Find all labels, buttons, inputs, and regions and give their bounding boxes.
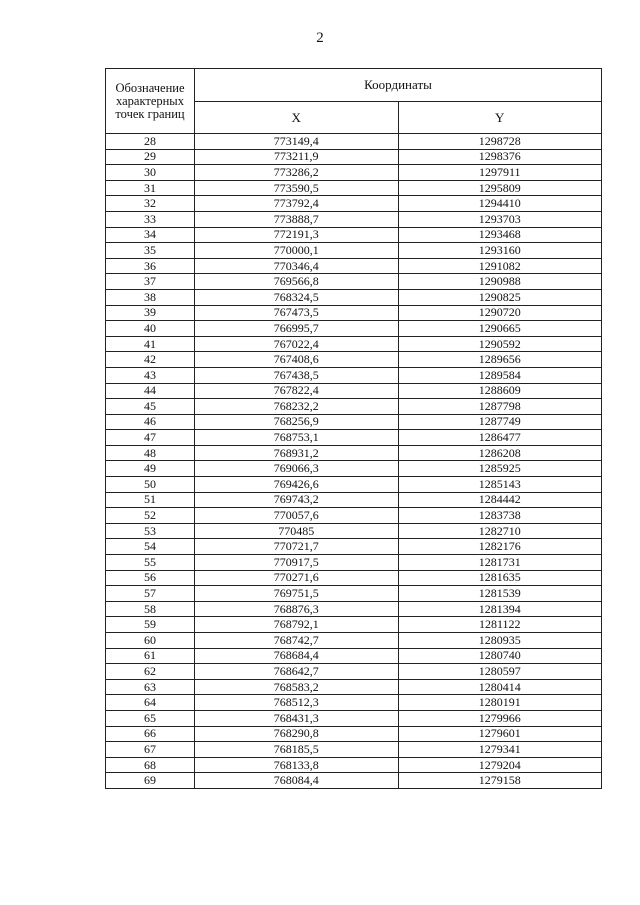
cell-id: 51: [106, 492, 195, 508]
cell-id: 50: [106, 477, 195, 493]
cell-y: 1287749: [398, 414, 602, 430]
cell-y: 1281731: [398, 555, 602, 571]
table-row: [106, 243, 602, 259]
cell-y: 1279341: [398, 742, 602, 758]
cell-y: 1290665: [398, 321, 602, 337]
cell-id: 41: [106, 336, 195, 352]
table-row: [106, 710, 602, 726]
cell-x: 769743,2: [195, 492, 399, 508]
cell-id: 30: [106, 165, 195, 181]
table-row: [106, 492, 602, 508]
cell-x: 768753,1: [195, 430, 399, 446]
cell-y: 1280935: [398, 633, 602, 649]
cell-y: 1294410: [398, 196, 602, 212]
cell-x: 768931,2: [195, 445, 399, 461]
cell-x: 768583,2: [195, 679, 399, 695]
cell-x: 768742,7: [195, 633, 399, 649]
cell-x: 769751,5: [195, 586, 399, 602]
page-number: 2: [316, 30, 324, 46]
cell-y: 1281635: [398, 570, 602, 586]
cell-y: 1280740: [398, 648, 602, 664]
cell-y: 1283738: [398, 508, 602, 524]
cell-y: 1281122: [398, 617, 602, 633]
cell-x: 767022,4: [195, 336, 399, 352]
cell-x: 768290,8: [195, 726, 399, 742]
cell-y: 1285143: [398, 477, 602, 493]
cell-id: 31: [106, 180, 195, 196]
table-row: [106, 258, 602, 274]
cell-y: 1279601: [398, 726, 602, 742]
cell-id: 34: [106, 227, 195, 243]
header-coordinates: Координаты: [195, 69, 602, 102]
cell-x: 768084,4: [195, 773, 399, 789]
cell-x: 773149,4: [195, 134, 399, 150]
cell-id: 56: [106, 570, 195, 586]
cell-x: 773286,2: [195, 165, 399, 181]
cell-x: 768133,8: [195, 757, 399, 773]
table-row: [106, 367, 602, 383]
cell-id: 40: [106, 321, 195, 337]
table-row: [106, 352, 602, 368]
table-row: [106, 445, 602, 461]
cell-x: 773590,5: [195, 180, 399, 196]
cell-id: 61: [106, 648, 195, 664]
cell-x: 767438,5: [195, 367, 399, 383]
table-row: [106, 523, 602, 539]
cell-x: 772191,3: [195, 227, 399, 243]
cell-y: 1290825: [398, 289, 602, 305]
cell-id: 67: [106, 742, 195, 758]
coordinates-table: [105, 68, 602, 789]
cell-y: 1286477: [398, 430, 602, 446]
cell-x: 768684,4: [195, 648, 399, 664]
cell-y: 1290988: [398, 274, 602, 290]
cell-id: 28: [106, 134, 195, 150]
cell-y: 1298376: [398, 149, 602, 165]
cell-y: 1290592: [398, 336, 602, 352]
cell-id: 32: [106, 196, 195, 212]
cell-id: 45: [106, 399, 195, 415]
cell-x: 770721,7: [195, 539, 399, 555]
cell-y: 1293468: [398, 227, 602, 243]
table-row: [106, 586, 602, 602]
cell-x: 773792,4: [195, 196, 399, 212]
cell-y: 1297911: [398, 165, 602, 181]
cell-y: 1295809: [398, 180, 602, 196]
cell-y: 1285925: [398, 461, 602, 477]
cell-y: 1293703: [398, 211, 602, 227]
cell-y: 1288609: [398, 383, 602, 399]
cell-id: 68: [106, 757, 195, 773]
cell-id: 58: [106, 601, 195, 617]
table-row: [106, 336, 602, 352]
cell-x: 768642,7: [195, 664, 399, 680]
table-row: [106, 633, 602, 649]
cell-x: 767473,5: [195, 305, 399, 321]
cell-id: 60: [106, 633, 195, 649]
cell-y: 1287798: [398, 399, 602, 415]
cell-x: 768431,3: [195, 710, 399, 726]
table-row: [106, 180, 602, 196]
cell-id: 37: [106, 274, 195, 290]
table-row: [106, 477, 602, 493]
table-row: [106, 601, 602, 617]
cell-id: 38: [106, 289, 195, 305]
cell-id: 62: [106, 664, 195, 680]
cell-y: 1289656: [398, 352, 602, 368]
cell-x: 768512,3: [195, 695, 399, 711]
cell-id: 39: [106, 305, 195, 321]
cell-id: 66: [106, 726, 195, 742]
cell-x: 769426,6: [195, 477, 399, 493]
cell-y: 1282710: [398, 523, 602, 539]
cell-id: 57: [106, 586, 195, 602]
cell-y: 1289584: [398, 367, 602, 383]
table-row: [106, 679, 602, 695]
cell-x: 768232,2: [195, 399, 399, 415]
cell-x: 770271,6: [195, 570, 399, 586]
cell-y: 1279158: [398, 773, 602, 789]
cell-x: 766995,7: [195, 321, 399, 337]
table-row: [106, 617, 602, 633]
cell-x: 768792,1: [195, 617, 399, 633]
cell-x: 769566,8: [195, 274, 399, 290]
cell-id: 59: [106, 617, 195, 633]
table-row: [106, 430, 602, 446]
cell-y: 1284442: [398, 492, 602, 508]
table-header-row: [106, 69, 602, 102]
cell-y: 1279966: [398, 710, 602, 726]
cell-y: 1286208: [398, 445, 602, 461]
cell-id: 53: [106, 523, 195, 539]
table-row: [106, 570, 602, 586]
table-row: [106, 695, 602, 711]
table-row: [106, 757, 602, 773]
cell-y: 1281539: [398, 586, 602, 602]
cell-y: 1290720: [398, 305, 602, 321]
cell-x: 770485: [195, 523, 399, 539]
cell-x: 770057,6: [195, 508, 399, 524]
cell-id: 63: [106, 679, 195, 695]
table-row: [106, 726, 602, 742]
cell-x: 768876,3: [195, 601, 399, 617]
table-body: [106, 134, 602, 789]
table-row: [106, 399, 602, 415]
cell-x: 773888,7: [195, 211, 399, 227]
cell-y: 1298728: [398, 134, 602, 150]
cell-x: 773211,9: [195, 149, 399, 165]
header-point-id: Обозначение характерных точек границ: [106, 69, 195, 134]
cell-id: 35: [106, 243, 195, 259]
table-row: [106, 149, 602, 165]
table-row: [106, 305, 602, 321]
cell-y: 1281394: [398, 601, 602, 617]
table-row: [106, 648, 602, 664]
cell-x: 768185,5: [195, 742, 399, 758]
cell-y: 1280597: [398, 664, 602, 680]
cell-id: 69: [106, 773, 195, 789]
table-row: [106, 383, 602, 399]
cell-id: 29: [106, 149, 195, 165]
cell-id: 54: [106, 539, 195, 555]
table-row: [106, 196, 602, 212]
cell-id: 49: [106, 461, 195, 477]
table-row: [106, 414, 602, 430]
table-row: [106, 539, 602, 555]
cell-x: 769066,3: [195, 461, 399, 477]
cell-y: 1291082: [398, 258, 602, 274]
cell-x: 770000,1: [195, 243, 399, 259]
table-row: [106, 508, 602, 524]
table-row: [106, 211, 602, 227]
cell-id: 64: [106, 695, 195, 711]
table-row: [106, 165, 602, 181]
cell-y: 1280414: [398, 679, 602, 695]
table-row: [106, 134, 602, 150]
cell-x: 767408,6: [195, 352, 399, 368]
cell-id: 48: [106, 445, 195, 461]
table-row: [106, 321, 602, 337]
cell-x: 770346,4: [195, 258, 399, 274]
table-row: [106, 461, 602, 477]
header-x: X: [195, 101, 399, 134]
cell-x: 768256,9: [195, 414, 399, 430]
table-row: [106, 274, 602, 290]
cell-id: 33: [106, 211, 195, 227]
table-row: [106, 664, 602, 680]
table-row: [106, 742, 602, 758]
cell-x: 767822,4: [195, 383, 399, 399]
table-row: [106, 773, 602, 789]
cell-y: 1279204: [398, 757, 602, 773]
cell-x: 768324,5: [195, 289, 399, 305]
cell-y: 1280191: [398, 695, 602, 711]
cell-id: 55: [106, 555, 195, 571]
table-row: [106, 289, 602, 305]
cell-id: 46: [106, 414, 195, 430]
cell-id: 43: [106, 367, 195, 383]
cell-x: 770917,5: [195, 555, 399, 571]
cell-id: 44: [106, 383, 195, 399]
header-y: Y: [398, 101, 602, 134]
cell-id: 47: [106, 430, 195, 446]
table-row: [106, 555, 602, 571]
cell-y: 1293160: [398, 243, 602, 259]
cell-id: 42: [106, 352, 195, 368]
cell-id: 36: [106, 258, 195, 274]
table-row: [106, 227, 602, 243]
cell-id: 52: [106, 508, 195, 524]
cell-y: 1282176: [398, 539, 602, 555]
cell-id: 65: [106, 710, 195, 726]
